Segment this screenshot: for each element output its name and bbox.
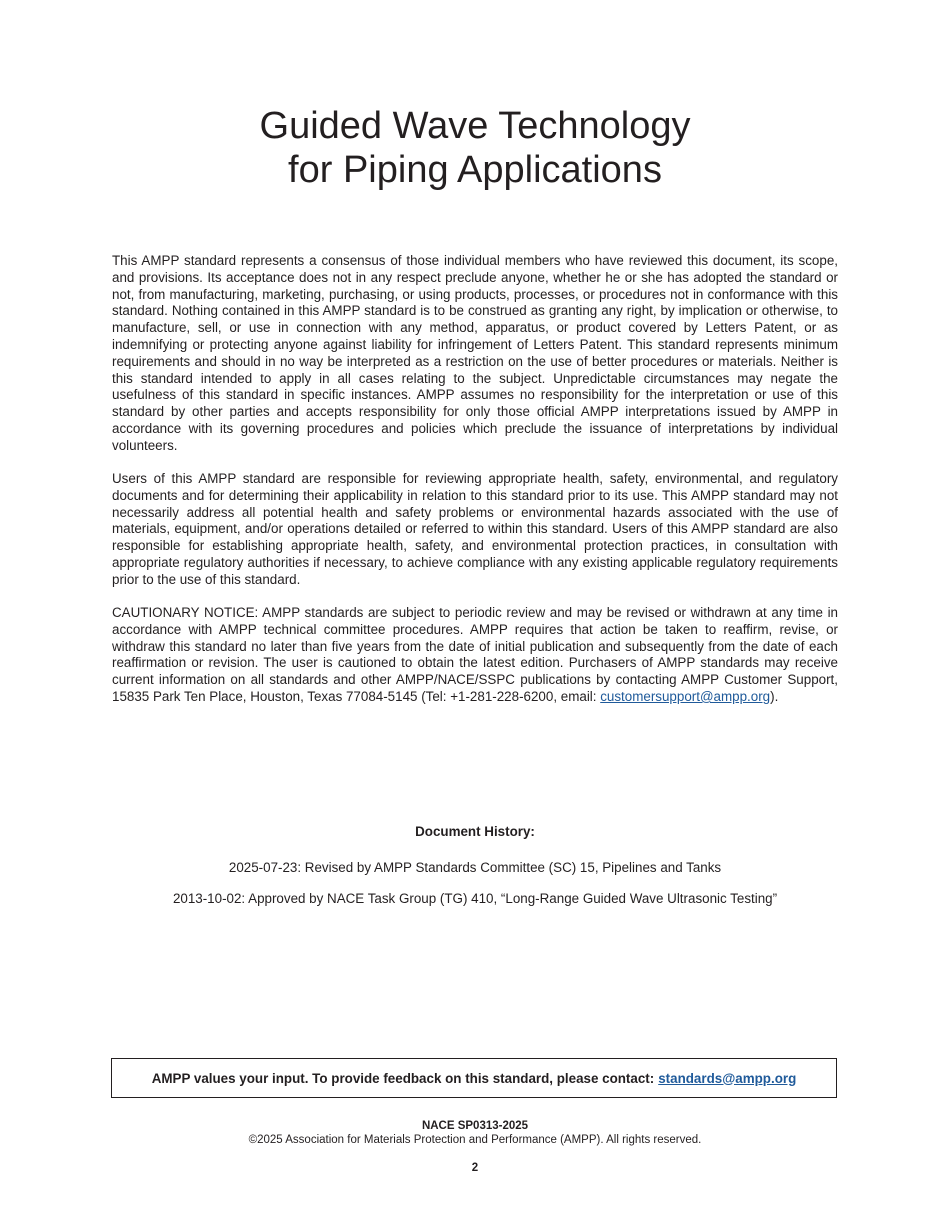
feedback-text: AMPP values your input. To provide feedback on this standard, please contact: [151,1070,655,1086]
standard-code: NACE SP0313-2025 [421,1120,529,1132]
document-history-heading: Document History: [415,824,535,839]
history-entry-revised: 2025-07-23: Revised by AMPP Standards Committee (SC) 15, Pipelines and Tanks [228,860,722,875]
page-number: 2 [471,1162,479,1174]
feedback-box [111,1058,837,1098]
history-entry-approved: 2013-10-02: Approved by NACE Task Group (TG) 410, “Long-Range Guided Wave Ultrasonic Testing” [172,891,778,906]
copyright-notice: ©2025 Association for Materials Protection and Performance (AMPP). All rights reserved. [248,1134,702,1146]
cautionary-notice-text: CAUTIONARY NOTICE: AMPP standards are subject to periodic review and may be revised or withdrawn at any time in accordance with AMPP technical committee procedures. AMPP requires that action be taken to reaffirm, revise, or withdraw this standard no later than five years from the date of initial publication and subsequently from the date of each reaffirmation or revision. The user is cautioned to obtain the latest edition. Purchasers of AMPP standards may receive current information on all standards and other AMPP/NACE/SSPC publications by contacting AMPP Customer Support, 15835 Park Ten Place, Houston, Texas 77084-5145 (Tel: +1-281-228-6200, email: [112,605,838,704]
cautionary-notice-paragraph [112,605,838,706]
cautionary-notice-end: ). [770,688,779,704]
customer-support-email-link[interactable]: customersupport@ampp.org [600,688,771,704]
consensus-paragraph: This AMPP standard represents a consensus of those individual members who have reviewed this document, its scope, and provisions. Its acceptance does not in any respect preclude anyone, whether he or she has adopted the standard or not, from manufacturing, marketing, purchasing, or using products, processes, or procedures not in conformance with this standard. Nothing contained in this AMPP standard is to be construed as granting any right, by implication or otherwise, to manufacture, sell, or use in connection with any method, apparatus, or product covered by Letters Patent, or as indemnifying or protecting anyone against liability for infringement of Letters Patent. This standard represents minimum requirements and should in no way be interpreted as a restriction on the use of better procedures or materials. Neither is this standard intended to apply in all cases relating to the subject. Unpredictable circumstances may negate the usefulness of this standard in specific instances. AMPP assumes no responsibility for the interpretation or use of this standard by other parties and accepts responsibility for only those official AMPP interpretations issued by AMPP in accordance with its governing procedures and policies which preclude the issuance of interpretations by individual volunteers. [112,253,838,453]
users-responsibility-paragraph: Users of this AMPP standard are responsible for reviewing appropriate health, safety, environmental, and regulatory documents and for determining their applicability in relation to this standard prior to its use. This AMPP standard may not necessarily address all potential health and safety problems or environmental hazards associated with the use of materials, equipment, and/or operations detailed or referred to within this standard. Users of this AMPP standard are also responsible for establishing appropriate health, safety, and environmental protection practices, in consultation with appropriate regulatory authorities if necessary, to achieve compliance with any existing applicable regulatory requirements prior to the use of this standard. [112,471,838,587]
document-title-line-1: Guided Wave Technology [259,105,691,147]
standards-email-link[interactable]: standards@ampp.org [658,1070,797,1086]
document-title [0,104,950,192]
document-title-line-2: for Piping Applications [288,149,662,191]
